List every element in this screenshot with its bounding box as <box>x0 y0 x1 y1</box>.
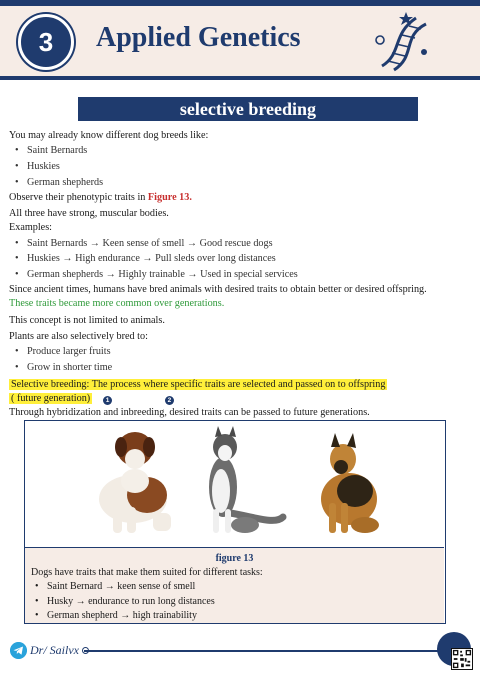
figure-list <box>35 580 438 624</box>
marker-1-icon: 1 <box>103 396 112 405</box>
dna-icon <box>372 10 432 72</box>
husky-image <box>209 426 283 533</box>
chapter-header <box>0 0 480 80</box>
list-item: • Saint Bernards → Keen sense of smell → Good rescue dogs <box>15 236 471 252</box>
list-item: • Huskies → High endurance → Pull sleds over long distances <box>15 251 471 267</box>
saint-bernard-image <box>99 432 171 533</box>
ancient-text: Since ancient times, humans have bred animals with desired traits to obtain better or desired offspring. <box>9 284 427 295</box>
not-limited-text: This concept is not limited to animals. <box>9 314 165 326</box>
plants-list <box>15 344 471 376</box>
list-item: • Huskies <box>15 159 471 175</box>
chapter-title: Applied Genetics <box>96 22 301 53</box>
hybrid-text: Through hybridization 1 and inbreeding 2 , desired traits can be passed to future generations. <box>9 397 370 419</box>
definition-line-2: ( future generation) <box>11 393 91 405</box>
figure-description: Dogs have traits that make them suited for different tasks: <box>31 567 263 578</box>
list-item: • Grow in shorter time <box>15 360 471 376</box>
figure-title: figure 13 <box>215 553 254 564</box>
breeds-list <box>15 143 471 190</box>
list-item: • German shepherds → Highly trainable → Used in special services <box>15 267 471 283</box>
header-top-bar <box>0 0 480 6</box>
qr-code-icon[interactable] <box>451 648 473 670</box>
marker-2-icon: 2 <box>165 396 174 405</box>
lesson-content <box>9 129 471 421</box>
definition-line-1: Selective breeding: The process where specific traits are selected and passed on to offspring <box>11 378 386 390</box>
list-item: • Husky → endurance to run long distances <box>35 595 438 610</box>
dog-images <box>25 421 444 547</box>
observe-text: Observe their phenotypic traits in Figure 13. <box>9 191 192 203</box>
plants-intro: Plants are also selectively bred to: <box>9 330 148 342</box>
telegram-icon[interactable] <box>10 642 27 659</box>
intro-text: You may already know different dog breeds like: <box>9 130 209 141</box>
list-item: • Saint Bernards <box>15 143 471 159</box>
all-three-text: All three have strong, muscular bodies. <box>9 208 169 219</box>
german-shepherd-image <box>321 433 379 533</box>
examples-list <box>15 236 471 283</box>
author-name: Dr/ Sailvx <box>30 643 79 657</box>
list-item: • Produce larger fruits <box>15 344 471 360</box>
list-item: • German shepherd → high trainability <box>35 609 438 624</box>
list-item: • Saint Bernard → keen sense of smell <box>35 580 438 595</box>
chapter-number: 3 <box>18 14 74 70</box>
section-title: selective breeding <box>78 97 418 121</box>
footer-divider <box>84 650 444 652</box>
figure-13 <box>24 420 446 624</box>
definition-highlight <box>9 378 471 407</box>
figure-caption <box>25 547 444 623</box>
figure-reference: Figure 13. <box>147 191 192 203</box>
list-item: • German shepherds <box>15 175 471 191</box>
common-text: These traits became more common over generations. <box>9 298 225 310</box>
examples-label: Examples: <box>9 222 53 234</box>
